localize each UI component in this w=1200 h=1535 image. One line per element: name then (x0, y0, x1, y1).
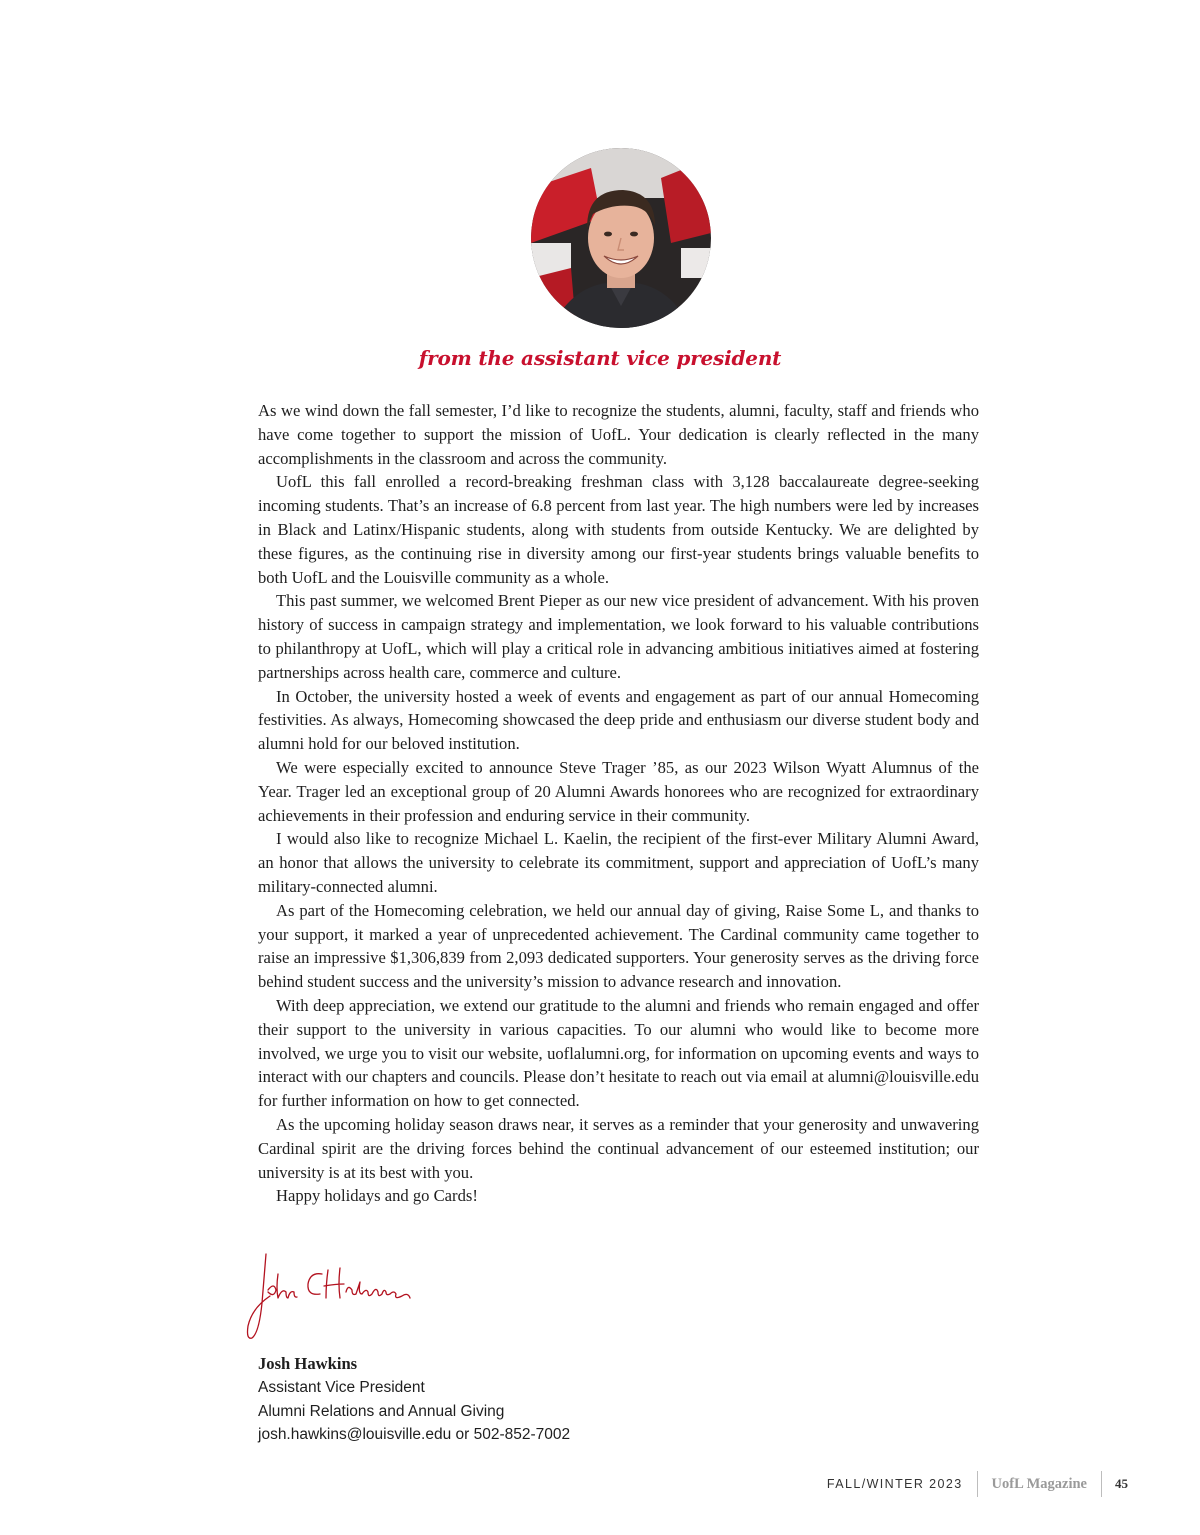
handwritten-signature (244, 1248, 419, 1343)
paragraph: I would also like to recognize Michael L. Kaelin, the recipient of the first-ever Military Alumni Award, an honor that allows the university to celebrate its commitment, support and appreciation of UofL’s many military-connected alumni. (258, 829, 979, 896)
paragraph: As we wind down the fall semester, I’d like to recognize the students, alumni, faculty, staff and friends who have come together to support the mission of UofL. Your dedication is clearly reflected in the many accomplishments in the classroom and across the community. (258, 401, 979, 468)
paragraph: We were especially excited to announce Steve Trager ’85, as our 2023 Wilson Wyatt Alumnus of the Year. Trager led an exceptional group of 20 Alumni Awards honorees who are recognized for extraordinary achievements in their profession and enduring service in their community. (258, 757, 979, 825)
paragraph: UofL this fall enrolled a record-breaking freshman class with 3,128 baccalaureate degree-seeking incoming students. That’s an increase of 6.8 percent from last year. The high numbers were led by increases in Black and Latinx/Hispanic students, along with students from outside Kentucky. We are delighted by these figures, as the continuing rise in diversity among our first-year students brings valuable benefits to both UofL and the Louisville community as a whole. (258, 472, 979, 587)
paragraph: Happy holidays and go Cards! (276, 1186, 478, 1206)
page-number: 45 (1115, 1476, 1128, 1491)
portrait-photo (531, 148, 711, 328)
paragraph: In October, the university hosted a week of events and engagement as part of our annual Homecoming festivities. As always, Homecoming showcased the deep pride and enthusiasm our diverse student body and alumni hold for our beloved institution. (258, 686, 979, 754)
author-portrait (531, 148, 711, 328)
letter-body (258, 399, 979, 1208)
paragraph: With deep appreciation, we extend our gratitude to the alumni and friends who remain engaged and offer their support to the university in various capacities. To our alumni who would like to become more involved, we urge you to visit our website, uoflalumni.org, for information on upcoming events and ways to interact with our chapters and councils. Please don’t hesitate to reach out via email at alumni@louisville.edu for further information on how to get connected. (258, 995, 979, 1111)
paragraph: As the upcoming holiday season draws near, it serves as a reminder that your generosity and unwavering Cardinal spirit are the driving forces behind the continual advancement of our esteemed institution; our university is at its best with you. (258, 1114, 979, 1182)
issue-season: FALL/WINTER 2023 (826, 1477, 963, 1491)
signer-title: Assistant Vice President (258, 1378, 425, 1396)
section-heading: from the assistant vice president (418, 346, 782, 370)
page-footer (827, 1471, 1128, 1497)
signer-name: Josh Hawkins (258, 1354, 358, 1373)
magazine-name: UofL Magazine (991, 1475, 1087, 1492)
paragraph: As part of the Homecoming celebration, we held our annual day of giving, Raise Some L, and thanks to your support, it marked a year of unprecedented achievement. The Cardinal community came together to raise an impressive $1,306,839 from 2,093 dedicated supporters. Your generosity serves as the driving force behind student success and the university’s mission to advance research and innovation. (258, 900, 979, 992)
signature-block (258, 1352, 570, 1447)
signer-contact: josh.hawkins@louisville.edu or 502-852-7002 (258, 1426, 571, 1444)
paragraph: This past summer, we welcomed Brent Pieper as our new vice president of advancement. With his proven history of success in campaign strategy and implementation, we look forward to his valuable contributions to philanthropy at UofL, which will play a critical role in advancing ambitious initiatives aimed at fostering partnerships across health care, commerce and culture. (258, 591, 979, 682)
signer-department: Alumni Relations and Annual Giving (258, 1402, 505, 1420)
